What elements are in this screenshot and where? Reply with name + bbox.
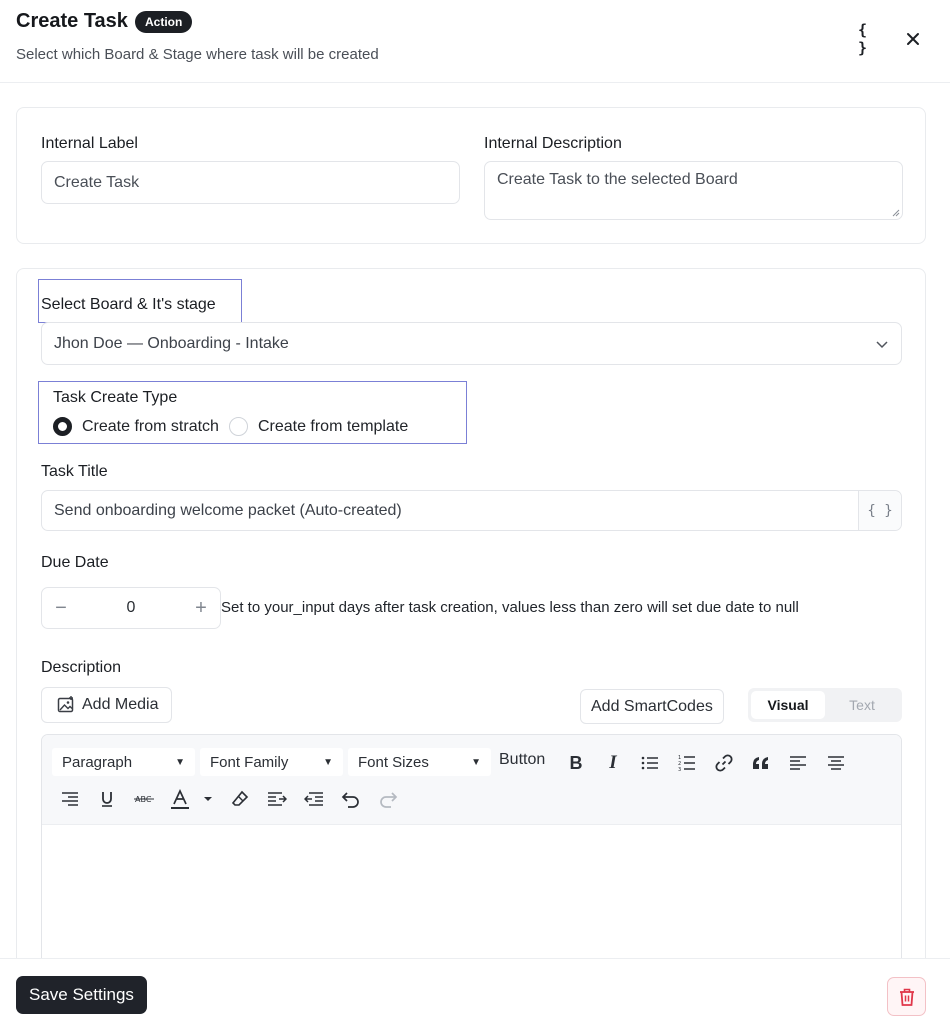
due-date-value[interactable]: 0 <box>126 599 136 616</box>
panel-title: Create Task <box>16 10 128 32</box>
outdent-icon[interactable] <box>300 785 328 813</box>
blockquote-icon[interactable] <box>747 749 775 777</box>
task-title-input[interactable] <box>41 490 902 531</box>
task-title-label: Task Title <box>41 463 108 480</box>
caret-down-icon: ▼ <box>323 756 333 768</box>
tab-text[interactable]: Text <box>849 697 875 713</box>
caret-down-icon: ▼ <box>471 756 481 768</box>
task-settings-card <box>16 268 926 1024</box>
paragraph-label: Paragraph <box>62 753 133 771</box>
radio-create-from-template[interactable] <box>229 417 408 436</box>
radio-label-scratch: Create from stratch <box>82 417 219 435</box>
svg-text:3: 3 <box>678 767 682 772</box>
task-create-type-radio-group <box>53 417 418 436</box>
internal-description-textarea[interactable] <box>484 161 903 220</box>
caret-down-icon: ▼ <box>175 756 185 768</box>
chevron-down-icon <box>875 337 889 351</box>
radio-create-from-scratch[interactable] <box>53 417 219 436</box>
undo-icon[interactable] <box>337 785 365 813</box>
code-braces-icon[interactable]: { } <box>858 21 868 57</box>
font-family-label: Font Family <box>210 753 289 771</box>
media-icon <box>56 695 76 715</box>
internal-description-title: Internal Description <box>484 135 622 152</box>
smartcode-braces-icon[interactable]: { } <box>858 491 901 530</box>
internal-settings-card <box>16 107 926 244</box>
numbered-list-icon[interactable] <box>673 749 701 777</box>
due-date-stepper <box>41 587 221 629</box>
strikethrough-icon[interactable] <box>130 785 158 813</box>
radio-label-template: Create from template <box>257 417 409 435</box>
svg-text:1: 1 <box>678 755 682 761</box>
resize-handle-icon[interactable] <box>890 207 900 217</box>
action-badge: Action <box>135 11 192 33</box>
link-icon[interactable] <box>710 749 738 777</box>
board-select-label: Select Board & It's stage <box>41 296 216 313</box>
bold-icon[interactable]: B <box>569 752 583 773</box>
close-icon[interactable] <box>901 27 925 51</box>
font-sizes-label: Font Sizes <box>358 753 429 771</box>
align-left-icon[interactable] <box>784 749 812 777</box>
panel-subtitle: Select which Board & Stage where task will be created <box>16 46 379 63</box>
save-settings-button[interactable]: Save Settings <box>16 976 147 1014</box>
add-media-button[interactable] <box>41 687 172 723</box>
internal-label-input[interactable]: Create Task <box>41 161 460 204</box>
description-label: Description <box>41 659 122 676</box>
add-media-label: Add Media <box>82 696 159 713</box>
delete-button[interactable] <box>887 977 926 1016</box>
board-stage-value: Jhon Doe — Onboarding - Intake <box>54 334 289 352</box>
italic-icon[interactable]: I <box>609 752 617 773</box>
internal-label-title: Internal Label <box>41 135 138 152</box>
panel-footer <box>0 958 950 1024</box>
align-center-icon[interactable] <box>822 749 850 777</box>
indent-icon[interactable] <box>263 785 291 813</box>
redo-icon[interactable] <box>374 785 402 813</box>
radio-checked-icon[interactable] <box>53 417 72 436</box>
task-title-value: Send onboarding welcome packet (Auto-created) <box>54 501 402 519</box>
eraser-icon[interactable] <box>226 785 254 813</box>
bullet-list-icon[interactable] <box>636 749 664 777</box>
internal-description-value: Create Task to the selected Board <box>497 171 738 188</box>
button-insert-control[interactable]: Button <box>499 751 546 768</box>
editor-toolbar <box>42 735 901 825</box>
font-family-select[interactable] <box>200 748 343 776</box>
minus-icon[interactable]: − <box>55 596 67 619</box>
underline-icon[interactable] <box>93 785 121 813</box>
radio-unchecked-icon[interactable] <box>229 417 248 436</box>
add-smartcodes-button[interactable]: Add SmartCodes <box>580 689 724 724</box>
due-date-help-text: Set to your_input days after task creation, values less than zero will set due date to null <box>221 599 799 616</box>
trash-icon <box>898 987 916 1007</box>
due-date-label: Due Date <box>41 554 109 571</box>
task-create-type-label: Task Create Type <box>53 389 178 406</box>
editor-mode-tabs <box>748 688 902 722</box>
svg-text:ABC: ABC <box>135 795 152 804</box>
plus-icon[interactable]: + <box>195 596 207 619</box>
svg-text:2: 2 <box>678 761 682 767</box>
font-sizes-select[interactable] <box>348 748 491 776</box>
paragraph-format-select[interactable] <box>52 748 195 776</box>
tab-visual[interactable]: Visual <box>751 691 825 719</box>
align-right-icon[interactable] <box>56 785 84 813</box>
text-color-icon[interactable] <box>168 785 214 813</box>
panel-header <box>0 0 950 83</box>
board-stage-select[interactable] <box>41 322 902 365</box>
